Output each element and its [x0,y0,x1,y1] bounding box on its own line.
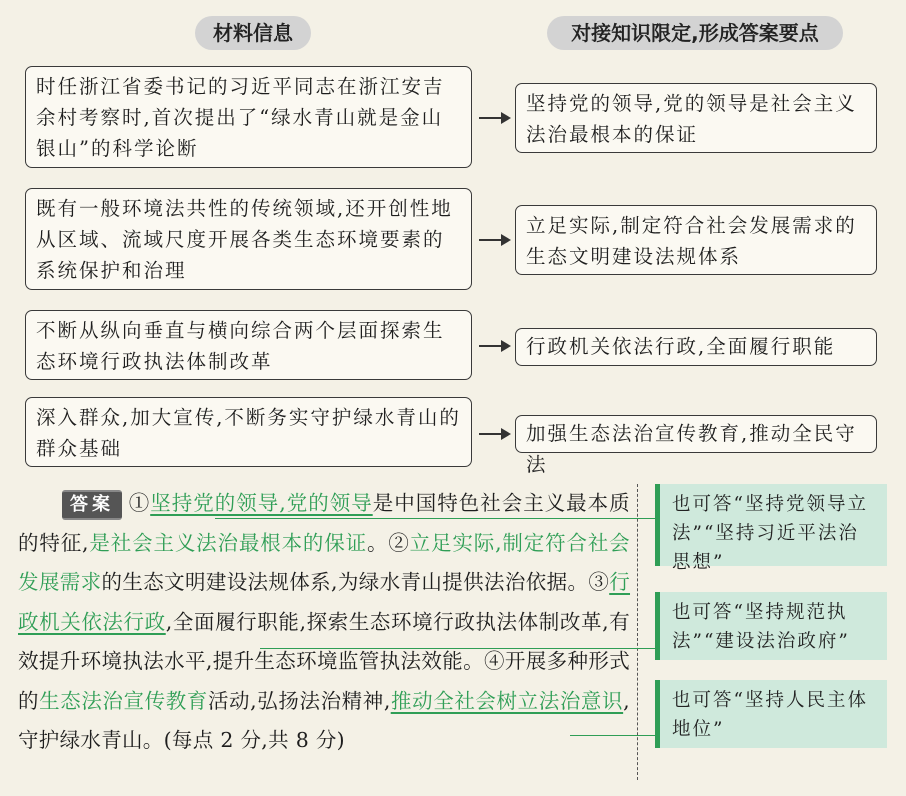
side-note-3: 也可答“坚持人民主体地位” [655,680,887,748]
material-box-4: 深入群众,加大宣传,不断务实守护绿水青山的群众基础 [25,397,472,467]
material-box-3: 不断从纵向垂直与横向综合两个层面探索生态环境行政执法体制改革 [25,310,472,380]
arrow-4 [479,433,509,435]
point-box-3: 行政机关依法行政,全面履行职能 [515,328,877,366]
point-box-1: 坚持党的领导,党的领导是社会主义法治最根本的保证 [515,83,877,153]
header-material-info: 材料信息 [195,16,311,50]
answer-keyphrase-3: 立足实际,制定符合社会发展需求 [18,530,630,594]
side-note-1: 也可答“坚持党领导立法”“坚持习近平法治思想” [655,484,887,566]
connector-line-1 [215,518,655,519]
answer-seg-9: ,全面履行职能,探索生态环境行政执法体制改革,有效提升环境执法水平,提升生态环境监管执法效能。④开展多种形式的 [18,609,630,713]
point-box-2: 立足实际,制定符合社会发展需求的生态文明建设法规体系 [515,205,877,275]
material-box-1: 时任浙江省委书记的习近平同志在浙江安吉余村考察时,首次提出了“绿水青山就是金山银山”的科学论断 [25,66,472,168]
answer-keyphrase-2: 是社会主义法治最根本的保证 [88,530,367,555]
answer-seg-13: ,守护绿水青山。(每点 2 分,共 8 分) [18,688,630,752]
material-box-2: 既有一般环境法共性的传统领域,还开创性地从区域、流域尺度开展各类生态环境要素的系统保护和治理 [25,188,472,290]
side-note-2: 也可答“坚持规范执法”“建设法治政府” [655,592,887,660]
answer-badge: 答案 [62,490,122,520]
answer-paragraph [18,484,630,761]
connector-line-3 [570,735,655,736]
arrow-3 [479,345,509,347]
arrow-2 [479,239,509,241]
answer-seg-11: 活动,弘扬法治精神, [207,688,391,713]
arrow-1 [479,117,509,119]
answer-keyphrase-6: 推动全社会树立法治意识 [390,688,624,713]
answer-seg-7: 的生态文明建设法规体系,为绿水青山提供法治依据。③ [101,570,610,594]
answer-seg-5: 。② [366,530,410,555]
answer-keyphrase-1: 坚持党的领导,党的领导 [150,491,373,515]
answer-keyphrase-5: 生态法治宣传教育 [39,688,208,713]
answer-seg-3: 是中国特色社会主义最本质的特征, [18,491,630,555]
header-answer-points: 对接知识限定,形成答案要点 [547,16,843,50]
connector-line-2 [260,648,655,649]
answer-keyphrase-4: 行政机关依法行政 [18,570,631,634]
point-box-4: 加强生态法治宣传教育,推动全民守法 [515,415,877,453]
answer-seg-1: ① [128,491,151,515]
